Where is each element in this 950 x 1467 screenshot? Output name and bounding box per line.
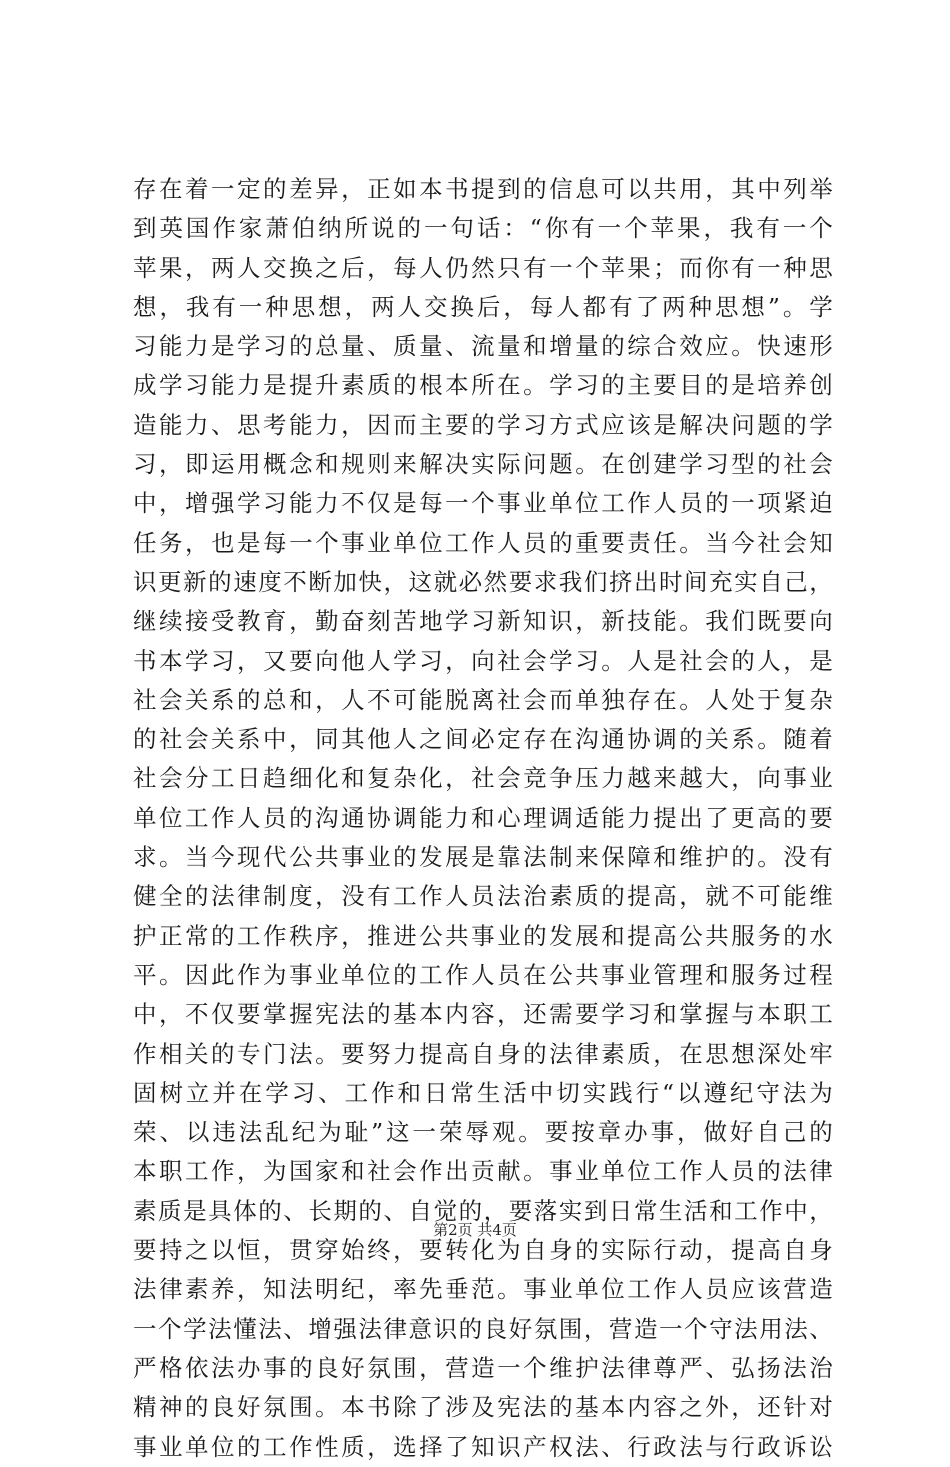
text-line: 中，增强学习能力不仅是每一个事业单位工作人员的一项紧迫 <box>133 489 833 518</box>
text-line: 素质是具体的、长期的、自觉的，要落实到日常生活和工作中， <box>133 1196 833 1225</box>
text-line: 固树立并在学习、工作和日常生活中切实践行“以遵纪守法为 <box>133 1078 833 1107</box>
text-line: 一个学法懂法、增强法律意识的良好氛围，营造一个守法用法、 <box>133 1314 833 1343</box>
text-line: 想，我有一种思想，两人交换后，每人都有了两种思想”。学 <box>133 292 833 321</box>
text-line: 平。因此作为事业单位的工作人员在公共事业管理和服务过程 <box>133 960 833 989</box>
text-line: 求。当今现代公共事业的发展是靠法制来保障和维护的。没有 <box>133 843 833 872</box>
text-line: 的社会关系中，同其他人之间必定存在沟通协调的关系。随着 <box>133 725 833 754</box>
text-line: 作相关的专门法。要努力提高自身的法律素质，在思想深处牢 <box>133 1039 833 1068</box>
text-line: 护正常的工作秩序，推进公共事业的发展和提高公共服务的水 <box>133 921 833 950</box>
body-text <box>133 170 833 1467</box>
text-line: 书本学习，又要向他人学习，向社会学习。人是社会的人，是 <box>133 646 833 675</box>
text-line: 造能力、思考能力，因而主要的学习方式应该是解决问题的学 <box>133 410 833 439</box>
text-line: 到英国作家萧伯纳所说的一句话：“你有一个苹果，我有一个 <box>133 214 833 243</box>
text-line: 任务，也是每一个事业单位工作人员的重要责任。当今社会知 <box>133 528 833 557</box>
text-line: 单位工作人员的沟通协调能力和心理调适能力提出了更高的要 <box>133 803 833 832</box>
text-line: 严格依法办事的良好氛围，营造一个维护法律尊严、弘扬法治 <box>133 1353 833 1382</box>
text-line: 精神的良好氛围。本书除了涉及宪法的基本内容之外，还针对 <box>133 1393 833 1422</box>
text-line: 继续接受教育，勤奋刻苦地学习新知识，新技能。我们既要向 <box>133 607 833 636</box>
text-line: 荣、以违法乱纪为耻”这一荣辱观。要按章办事，做好自己的 <box>133 1118 833 1147</box>
page-footer: 第2页 共4页 <box>433 1221 517 1239</box>
text-line: 成学习能力是提升素质的根本所在。学习的主要目的是培养创 <box>133 371 833 400</box>
text-line: 要持之以恒，贯穿始终，要转化为自身的实际行动，提高自身 <box>133 1236 833 1265</box>
text-line: 识更新的速度不断加快，这就必然要求我们挤出时间充实自己， <box>133 567 833 596</box>
text-line: 健全的法律制度，没有工作人员法治素质的提高，就不可能维 <box>133 882 833 911</box>
text-line: 法律素养，知法明纪，率先垂范。事业单位工作人员应该营造 <box>133 1275 833 1304</box>
text-line: 事业单位的工作性质，选择了知识产权法、行政法与行政诉讼 <box>133 1432 833 1461</box>
text-line: 本职工作，为国家和社会作出贡献。事业单位工作人员的法律 <box>133 1157 833 1186</box>
text-line: 苹果，两人交换之后，每人仍然只有一个苹果；而你有一种思 <box>133 253 833 282</box>
text-line: 社会分工日趋细化和复杂化，社会竞争压力越来越大，向事业 <box>133 764 833 793</box>
text-line: 存在着一定的差异，正如本书提到的信息可以共用，其中列举 <box>133 175 833 203</box>
text-line: 习，即运用概念和规则来解决实际问题。在创建学习型的社会 <box>133 450 833 479</box>
text-line: 社会关系的总和，人不可能脱离社会而单独存在。人处于复杂 <box>133 685 833 714</box>
text-line: 习能力是学习的总量、质量、流量和增量的综合效应。快速形 <box>133 332 833 361</box>
text-line: 中，不仅要掌握宪法的基本内容，还需要学习和掌握与本职工 <box>133 1000 833 1029</box>
